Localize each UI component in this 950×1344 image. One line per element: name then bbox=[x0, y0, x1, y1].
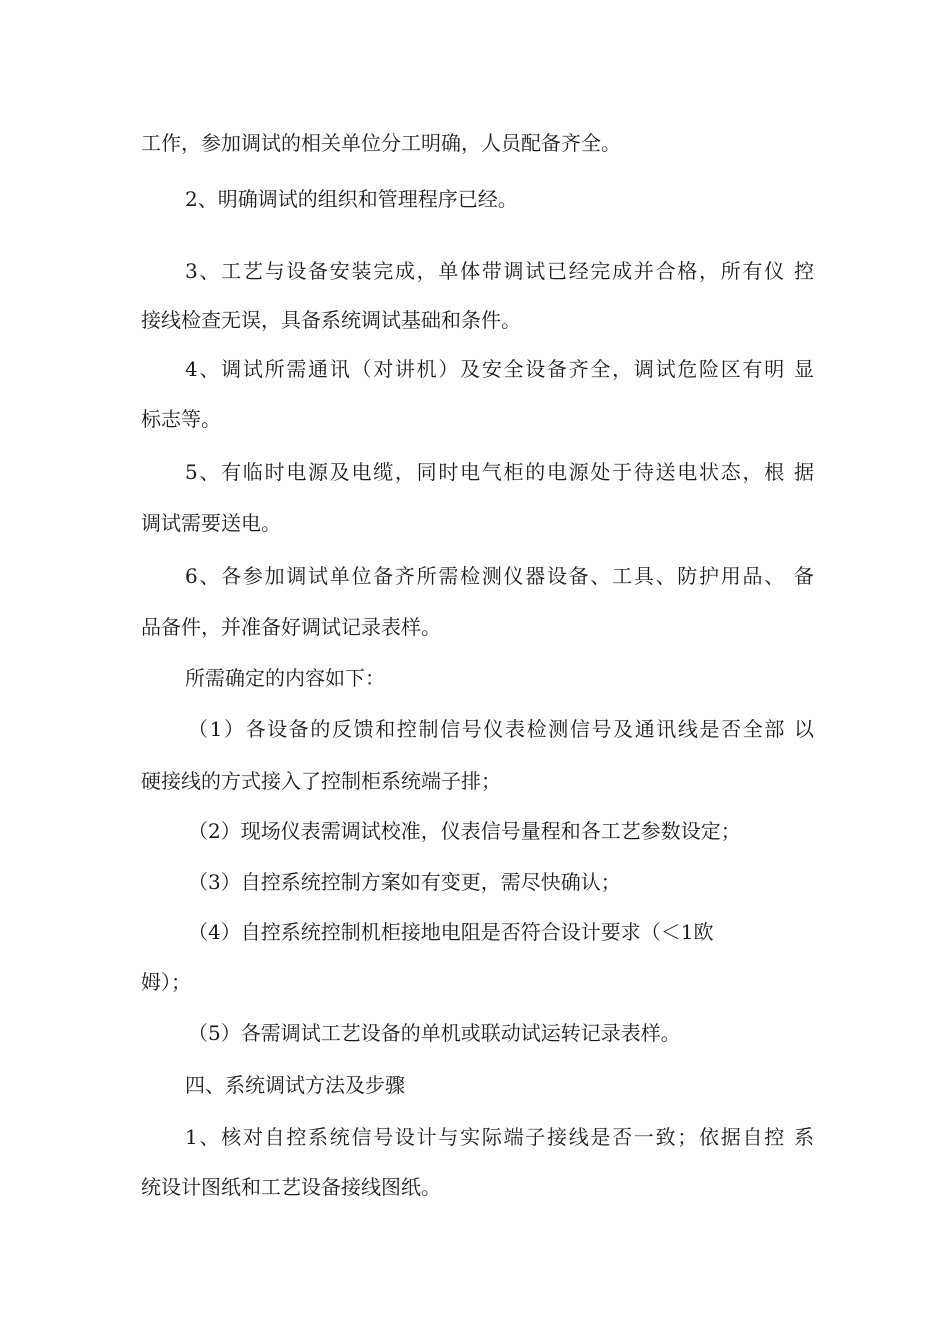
paragraph-line: 接线检查无误，具备系统调试基础和条件。 bbox=[141, 308, 521, 332]
section-heading: 四、系统调试方法及步骤 bbox=[185, 1073, 405, 1097]
paragraph-line: 硬接线的方式接入了控制柜系统端子排； bbox=[141, 769, 501, 793]
paragraph-line: 工作，参加调试的相关单位分工明确，人员配备齐全。 bbox=[141, 131, 621, 155]
paragraph-line: （1）各设备的反馈和控制信号仪表检测信号及通讯线是否全部 以 bbox=[188, 717, 814, 741]
paragraph-line: 姆）； bbox=[141, 970, 191, 994]
paragraph-line: 2、明确调试的组织和管理程序已经。 bbox=[185, 187, 518, 211]
paragraph-line: （2）现场仪表需调试校准，仪表信号量程和各工艺参数设定； bbox=[188, 819, 741, 843]
paragraph-line: 6、各参加调试单位备齐所需检测仪器设备、工具、防护用品、 备 bbox=[185, 564, 814, 588]
paragraph-line: （4）自控系统控制机柜接地电阻是否符合设计要求（＜1欧 bbox=[188, 920, 714, 944]
paragraph-line: 调试需要送电。 bbox=[141, 511, 281, 535]
paragraph-line: 品备件，并准备好调试记录表样。 bbox=[141, 615, 441, 639]
paragraph-line: 5、有临时电源及电缆，同时电气柜的电源处于待送电状态，根 据 bbox=[185, 460, 814, 484]
paragraph-line: 1、核对自控系统信号设计与实际端子接线是否一致；依据自控 系 bbox=[185, 1125, 814, 1149]
paragraph-line: （3）自控系统控制方案如有变更，需尽快确认； bbox=[188, 870, 621, 894]
paragraph-line: （5）各需调试工艺设备的单机或联动试运转记录表样。 bbox=[188, 1021, 681, 1045]
paragraph-line: 4、调试所需通讯（对讲机）及安全设备齐全，调试危险区有明 显 bbox=[185, 357, 814, 381]
paragraph-line: 统设计图纸和工艺设备接线图纸。 bbox=[141, 1175, 441, 1199]
paragraph-line: 3、工艺与设备安装完成，单体带调试已经完成并合格，所有仪 控 bbox=[185, 259, 814, 283]
paragraph-line: 标志等。 bbox=[141, 407, 221, 431]
paragraph-line: 所需确定的内容如下： bbox=[185, 666, 385, 690]
